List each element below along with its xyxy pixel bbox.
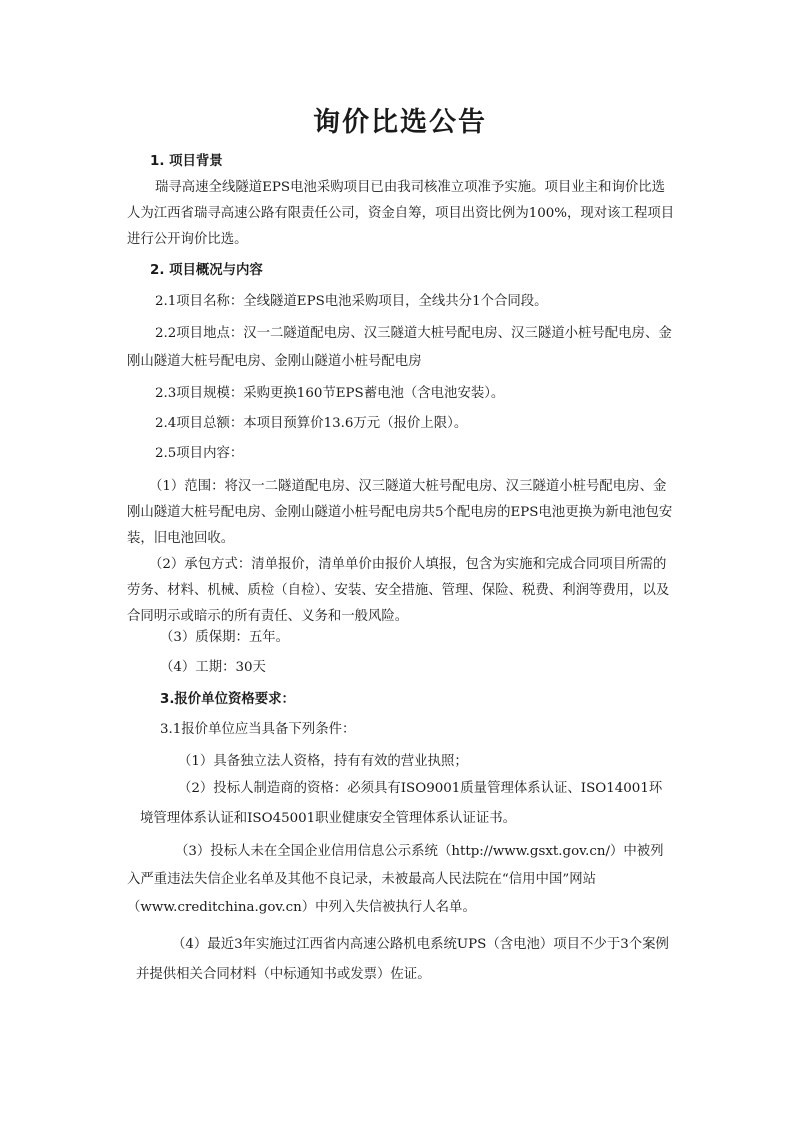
section-1-heading: 1. 项目背景 — [150, 154, 223, 169]
section-2-heading: 2. 项目概况与内容 — [150, 263, 263, 278]
requirement-1: （1）具备独立法人资格，持有有效的营业执照； — [178, 754, 468, 769]
content-duration: （4）工期：30天 — [160, 660, 266, 675]
item-2-4: 2.4项目总额：本项目预算价13.6万元（报价上限）。 — [155, 416, 468, 431]
item-2-5: 2.5项目内容： — [155, 446, 244, 461]
item-2-2: 2.2项目地点：汉一二隧道配电房、汉三隧道大桩号配电房、汉三隧道小桩号配电房、金刚山隧道大桩号配电房、金刚山隧道小桩号配电房 — [127, 326, 672, 369]
content-contract-method: （2）承包方式：清单报价，清单单价由报价人填报，包含为实施和完成合同项目所需的劳务、材料、机械、质检（自检）、安装、安全措施、管理、保险、税费、利润等费用，以及合同明示或暗示的所有责任、义务和一般风险。 — [127, 557, 670, 624]
content-warranty: （3）质保期：五年。 — [160, 630, 290, 645]
requirement-3: （3）投标人未在全国企业信用信息公示系统（http://www.gsxt.gov.cn/）中被列入严重违法失信企业名单及其他不良记录，未被最高人民法院在“信用中国”网站（www.creditchina.gov.cn）中列入失信被执行人名单。 — [127, 844, 664, 915]
item-2-3: 2.3项目规模：采购更换160节EPS蓄电池（含电池安装）。 — [155, 386, 505, 401]
item-3-1: 3.1报价单位应当具备下列条件： — [160, 722, 356, 737]
content-scope: （1）范围：将汉一二隧道配电房、汉三隧道大桩号配电房、汉三隧道小桩号配电房、金刚山隧道大桩号配电房、金刚山隧道小桩号配电房共5个配电房的EPS电池更换为新电池包安装，旧电池回收。 — [127, 479, 673, 546]
item-2-1: 2.1项目名称：全线隧道EPS电池采购项目，全线共分1个合同段。 — [155, 294, 548, 309]
page-title: 询价比选公告 — [313, 107, 487, 138]
requirement-2: （2）投标人制造商的资格：必须具有ISO9001质量管理体系认证、ISO14001环境管理体系认证和ISO45001职业健康安全管理体系认证证书。 — [140, 781, 663, 826]
requirement-4: （4）最近3年实施过江西省内高速公路机电系统UPS（含电池）项目不少于3个案例并提供相关合同材料（中标通知书或发票）佐证。 — [136, 937, 669, 982]
section-1-body: 瑞寻高速全线隧道EPS电池采购项目已由我司核准立项准予实施。项目业主和询价比选人为江西省瑞寻高速公路有限责任公司，资金自筹，项目出资比例为100%，现对该工程项目进行公开询价比选。 — [127, 180, 675, 247]
section-3-heading: 3.报价单位资格要求： — [160, 692, 295, 707]
